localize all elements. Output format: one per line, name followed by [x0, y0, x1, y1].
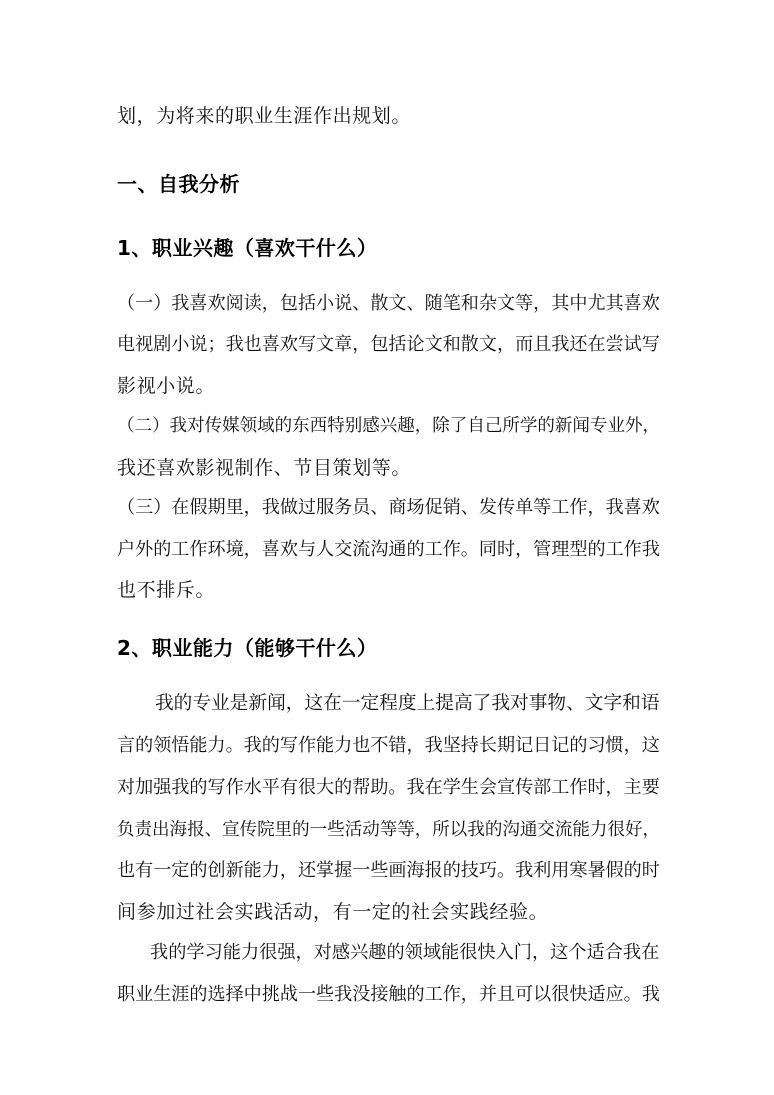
paragraph-line: 对加强我的写作水平有很大的帮助。我在学生会宣传部工作时，主要 — [117, 777, 660, 798]
paragraph-line: 间参加过社会实践活动，有一定的社会实践经验。 — [117, 901, 549, 923]
paragraph-line: 职业生涯的选择中挑战一些我没接触的工作，并且可以很快适应。我 — [117, 984, 660, 1005]
paragraph-line: 我的专业是新闻，这在一定程度上提高了我对事物、文字和语 — [155, 693, 660, 714]
paragraph-line: 负责出海报、宣传院里的一些活动等等，所以我的沟通交流能力很好， — [117, 820, 660, 840]
paragraph-line: 言的领悟能力。我的写作能力也不错，我坚持长期记日记的习惯，这 — [117, 735, 660, 756]
paragraph-line: 也有一定的创新能力，还掌握一些画海报的技巧。我利用寒暑假的时 — [117, 860, 660, 881]
paragraph-line: 我的学习能力很强，对感兴趣的领域能很快入门，这个适合我在 — [150, 942, 660, 963]
paragraph-line: （三）在假期里，我做过服务员、商场促销、发传单等工作，我喜欢 — [117, 497, 660, 518]
paragraph-line: 也不排斥。 — [117, 579, 216, 601]
paragraph-line: 电视剧小说；我也喜欢写文章，包括论文和散文，而且我还在尝试写 — [117, 334, 660, 355]
paragraph-line: （二）我对传媒领域的东西特别感兴趣，除了自己所学的新闻专业外， — [117, 416, 660, 436]
paragraph-line: 我还喜欢影视制作、节目策划等。 — [117, 457, 412, 479]
subsection-heading-interest: 1、职业兴趣（喜欢干什么） — [117, 236, 378, 260]
subsection-heading-ability: 2、职业能力（能够干什么） — [117, 636, 378, 660]
paragraph-line: 户外的工作环境，喜欢与人交流沟通的工作。同时，管理型的工作我 — [117, 539, 660, 560]
paragraph-line: （一）我喜欢阅读，包括小说、散文、随笔和杂文等，其中尤其喜欢 — [117, 293, 660, 314]
paragraph-line: 影视小说。 — [117, 375, 216, 397]
intro-line: 划，为将来的职业生涯作出规划。 — [117, 105, 412, 127]
section-heading-self-analysis: 一、自我分析 — [117, 172, 240, 196]
